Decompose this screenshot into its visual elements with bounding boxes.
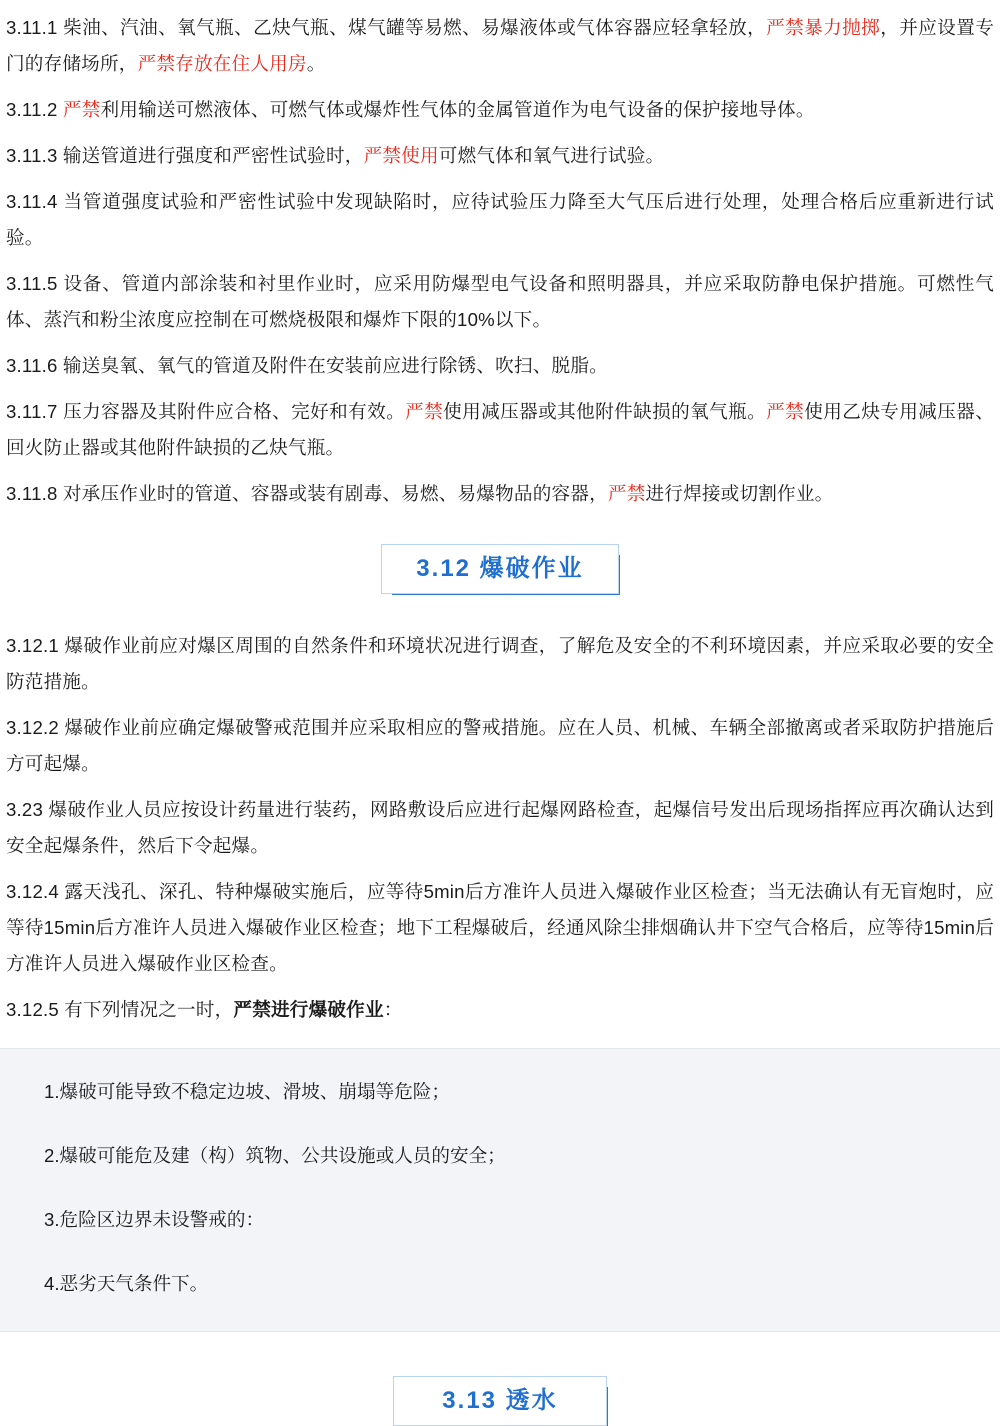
- prohibition-conditions-callout: [0, 1048, 1000, 1332]
- emphasis-text: 严禁进行爆破作业: [233, 999, 384, 1020]
- paragraph-3-12-4: [2, 874, 998, 982]
- body-text: 3.23 爆破作业人员应按设计药量进行装药，网路敷设后应进行起爆网路检查，起爆信号发出后现场指挥应再次确认达到安全起爆条件，然后下令起爆。: [6, 799, 994, 856]
- list-item: 3.危险区边界未设警戒的：: [44, 1209, 265, 1230]
- prohibition-text: 严禁: [62, 99, 101, 120]
- body-text: 3.11.8 对承压作业时的管道、容器或装有剧毒、易燃、易爆物品的容器，: [6, 483, 608, 504]
- body-text: 3.12.2 爆破作业前应确定爆破警戒范围并应采取相应的警戒措施。应在人员、机械、车辆全部撤离或者采取防护措施后方可起爆。: [6, 717, 994, 774]
- paragraph-3-12-1: [2, 628, 998, 700]
- body-text: 3.11.5 设备、管道内部涂装和衬里作业时，应采用防爆型电气设备和照明器具，并应采取防静电保护措施。可燃性气体、蒸汽和粉尘浓度应控制在可燃烧极限和爆炸下限的10%以下。: [6, 273, 994, 330]
- body-text: 3.11.3 输送管道进行强度和严密性试验时，: [6, 145, 364, 166]
- paragraph-3-11-4: [2, 184, 998, 256]
- section-heading-3-12-wrap: [0, 544, 1000, 594]
- paragraph-3-11-5: [2, 266, 998, 338]
- paragraph-3-11-3: [2, 138, 998, 174]
- section-heading-3-13: 3.13 透水: [393, 1376, 606, 1426]
- body-text: 3.11.1 柴油、汽油、氧气瓶、乙炔气瓶、煤气罐等易燃、易爆液体或气体容器应轻拿轻放，: [6, 17, 767, 38]
- body-text: 进行焊接或切割作业。: [645, 483, 834, 504]
- prohibition-text: 严禁: [405, 401, 444, 422]
- body-text: 3.11.4 当管道强度试验和严密性试验中发现缺陷时，应待试验压力降至大气压后进行处理，处理合格后应重新进行试验。: [6, 191, 994, 248]
- paragraph-3-23: [2, 792, 998, 864]
- paragraph-3-11-6: [2, 348, 998, 384]
- body-text: 3.12.1 爆破作业前应对爆区周围的自然条件和环境状况进行调查，了解危及安全的不利环境因素，并应采取必要的安全防范措施。: [6, 635, 994, 692]
- paragraph-3-11-2: [2, 92, 998, 128]
- paragraph-3-11-8: [2, 476, 998, 512]
- prohibition-text: 严禁暴力抛掷: [766, 17, 881, 38]
- list-item: 2.爆破可能危及建（构）筑物、公共设施或人员的安全；: [44, 1145, 506, 1166]
- list-item: 1.爆破可能导致不稳定边坡、滑坡、崩塌等危险；: [44, 1081, 450, 1102]
- body-text: 3.12.5 有下列情况之一时，: [6, 999, 234, 1020]
- section-heading-3-13-wrap: [0, 1376, 1000, 1426]
- body-text: 3.11.7 压力容器及其附件应合格、完好和有效。: [6, 401, 406, 422]
- body-text: 可燃气体和氧气进行试验。: [438, 145, 665, 166]
- paragraph-3-11-7: [2, 394, 998, 466]
- body-text: 3.12.4 露天浅孔、深孔、特种爆破实施后，应等待5min后方准许人员进入爆破作业区检查；当无法确认有无盲炮时，应等待15min后方准许人员进入爆破作业区检查；地下工程爆破后，经通风除尘排烟确认井下空气合格后，应等待15min后方准许人员进入爆破作业区检查。: [6, 881, 994, 974]
- prohibition-text: 严禁: [607, 483, 646, 504]
- prohibition-text: 严禁: [766, 401, 805, 422]
- section-heading-3-12: 3.12 爆破作业: [381, 544, 618, 594]
- body-text: 使用乙炔专用减压器、回火防止器或其他附件缺损的乙炔气瓶。: [6, 401, 994, 458]
- paragraph-3-11-1: [2, 10, 998, 82]
- prohibition-text: 严禁存放在住人用房: [137, 53, 307, 74]
- body-text: 利用输送可燃液体、可燃气体或爆炸性气体的金属管道作为电气设备的保护接地导体。: [100, 99, 815, 120]
- body-text: 使用减压器或其他附件缺损的氧气瓶。: [443, 401, 767, 422]
- paragraph-3-12-2: [2, 710, 998, 782]
- body-text: 3.11.2: [6, 99, 63, 120]
- body-text: 。: [306, 53, 326, 74]
- paragraph-3-12-5: [2, 992, 998, 1028]
- body-text: ，并应设置专门的存储场所，: [6, 17, 994, 74]
- paragraph-block-3-12: [0, 628, 1000, 1028]
- list-item: 4.恶劣天气条件下。: [44, 1273, 209, 1294]
- body-text: ：: [383, 999, 403, 1020]
- paragraph-block-3-11: [0, 10, 1000, 512]
- body-text: 3.11.6 输送臭氧、氧气的管道及附件在安装前应进行除锈、吹扫、脱脂。: [6, 355, 608, 376]
- prohibition-text: 严禁使用: [363, 145, 439, 166]
